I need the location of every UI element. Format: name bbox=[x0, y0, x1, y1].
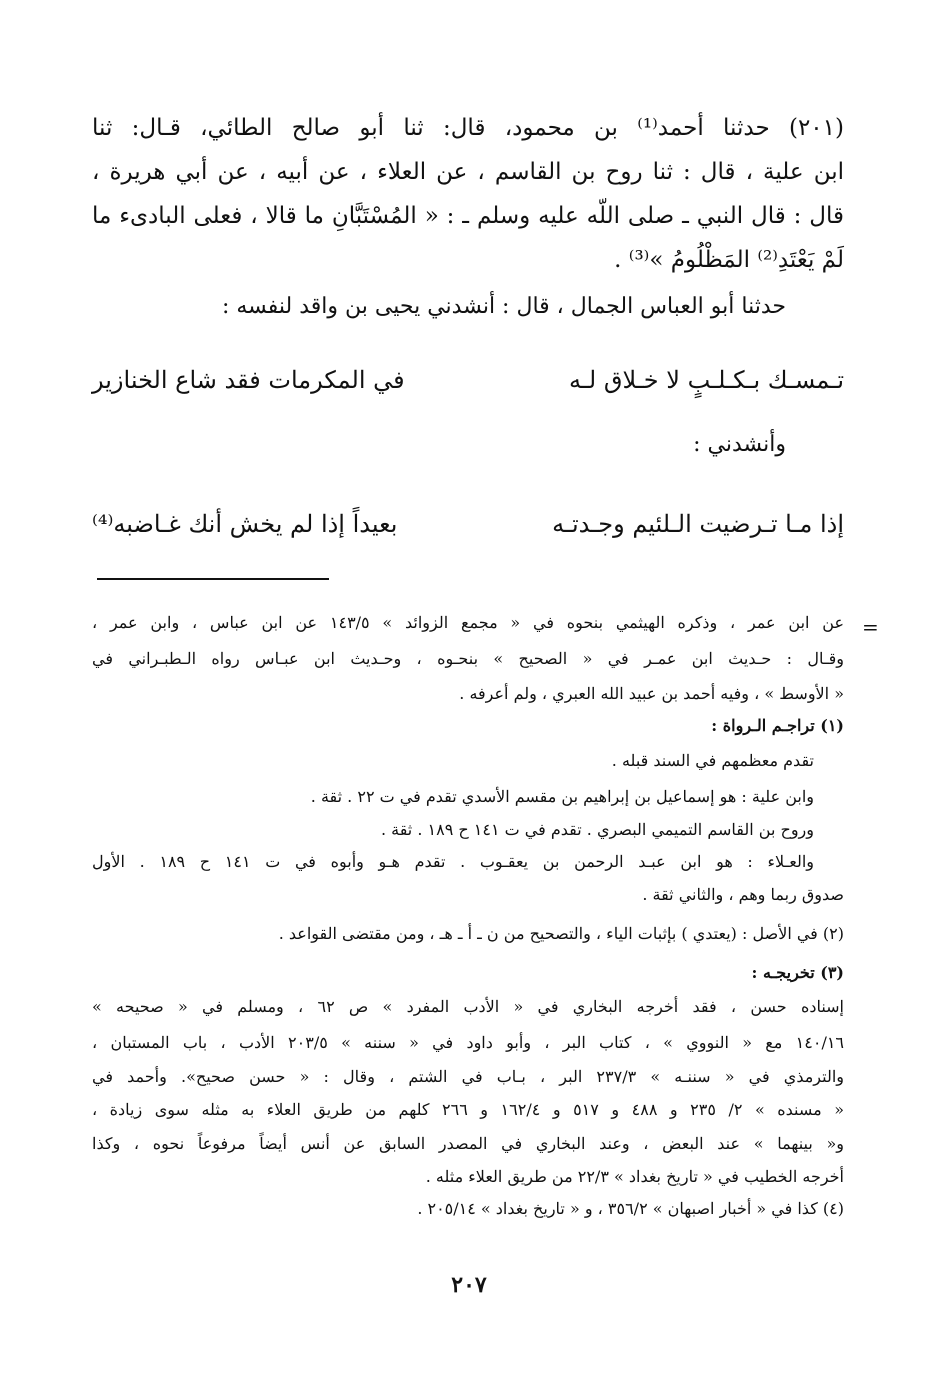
footnote-line: و« بينهما » عند البعض ، وعند البخاري في المصدر السابق عن أنس أيضاً مرفوعاً نحوه ، وكذا bbox=[92, 1134, 844, 1153]
footnote-separator bbox=[97, 578, 329, 580]
footnote-line: (٢) في الأصل : (يعتدي ) بإثبات الياء ، والتصحيح من ن ـ أ ـ هـ ، ومن مقتضى القواعد . bbox=[278, 924, 844, 943]
footnote-line: عن ابن عمر ، وذكره الهيثمي بنحوه في « مجمع الزوائد » ١٤٣/٥ عن ابن عباس ، وابن عمر ، bbox=[92, 613, 844, 632]
poem-intro: وأنشدني : bbox=[693, 432, 786, 457]
hadith-line: قال : قال النبي ـ صلى اللّه عليه وسلم ـ : « المُسْتَبَّانِ ما قالا ، فعلى البادىء ما bbox=[92, 203, 844, 229]
footnote-heading: (٣) تخريجـه : bbox=[751, 963, 844, 982]
footnote-line: إسناده حسن ، فقد أخرجه البخاري في « الأدب المفرد » ص ٦٢ ، ومسلم في « صحيحه » bbox=[92, 997, 845, 1016]
poem-verse bbox=[92, 366, 844, 406]
footnote-line: أخرجه الخطيب في « تاريخ بغداد » ٢٢/٣ من طريق العلاء مثله . bbox=[425, 1167, 844, 1186]
footnote-line: ١٤٠/١٦ مع « النووي » ، كتاب البر ، وأبو داود في « سننه » ٢٠٣/٥ الأدب ، باب المستبان ، bbox=[92, 1033, 845, 1052]
footnote-line: « مسنده » ٢/ ٢٣٥ و ٤٨٨ و ٥١٧ و ١٦٢/٤ و ٢٦٦ كلهم من طريق العلاء به مثله سوى زيادة ، bbox=[92, 1100, 845, 1119]
continuation-mark: = bbox=[862, 615, 879, 639]
footnote-line: صدوق ربما وهم ، والثاني ثقة . bbox=[642, 885, 844, 904]
footnote-line: وابن علية : هو إسماعيل بن إبراهيم بن مقسم الأسدي تقدم في ت ٢٢ . ثقة . bbox=[310, 787, 814, 806]
hadith-line: (٢٠١) حدثنا أحمد⁽¹⁾ بن محمود، قال: ثنا أبو صالح الطائي، قـال: ثنا bbox=[92, 115, 844, 141]
poem-verse bbox=[92, 510, 844, 550]
hadith-line: ابن علية ، قال : ثنا روح بن القاسم ، عن العلاء ، عن أبيه ، عن أبي هريرة ، bbox=[92, 159, 844, 185]
poem-intro: حدثنا أبو العباس الجمال ، قال : أنشدني يحيى بن واقد لنفسه : bbox=[221, 294, 786, 319]
footnote-heading: (١) تراجـم الـرواة : bbox=[711, 716, 844, 735]
footnote-line: « الأوسط » ، وفيه أحمد بن عبيد الله العبري ، ولم أعرفه . bbox=[459, 684, 844, 703]
verse-second-hemistich: في المكرمات فقد شاع الخنازير bbox=[92, 366, 405, 394]
page-number: ٢٠٧ bbox=[451, 1272, 487, 1298]
verse-first-hemistich: إذا مـا تـرضيت الـلئيم وجـدتـه bbox=[552, 510, 844, 538]
footnote-line: (٤) كذا في « أخبار اصبهان » ٣٥٦/٢ ، و « تاريخ بغداد » ٢٠٥/١٤ . bbox=[417, 1199, 844, 1218]
footnote-line: وروح بن القاسم التميمي البصري . تقدم في ت ١٤١ ح ١٨٩ . ثقة . bbox=[380, 820, 814, 839]
hadith-paragraph bbox=[92, 106, 844, 282]
footnote-line: والترمذي في « سننـه » ٢٣٧/٣ البر ، بـاب في الشتم ، وقال : « حسن صحيح». وأحمد في bbox=[92, 1067, 844, 1086]
footnote-line: وقـال : حـديث ابن عمـر في « الصحيح » بنحـوه ، وحـديث ابن عبـاس رواه الـطبـراني في bbox=[92, 649, 844, 668]
verse-second-hemistich: بعيداً إذا لم يخش أنك غـاضبه⁽⁴⁾ bbox=[92, 510, 398, 538]
footnote-line: تقدم معظمهم في السند قبله . bbox=[611, 751, 814, 770]
footnote-line: والعـلاء : هو ابن عبـد الرحمن بن يعقـوب . تقدم هـو وأبوه في ت ١٤١ ح ١٨٩ . الأول bbox=[92, 852, 815, 871]
verse-first-hemistich: تـمسـك بـكـلـبٍ لا خـلاق لـه bbox=[568, 366, 844, 394]
hadith-line: لَمْ يَعْتَدِ⁽²⁾ المَظْلُومُ »⁽³⁾ . bbox=[614, 247, 844, 273]
